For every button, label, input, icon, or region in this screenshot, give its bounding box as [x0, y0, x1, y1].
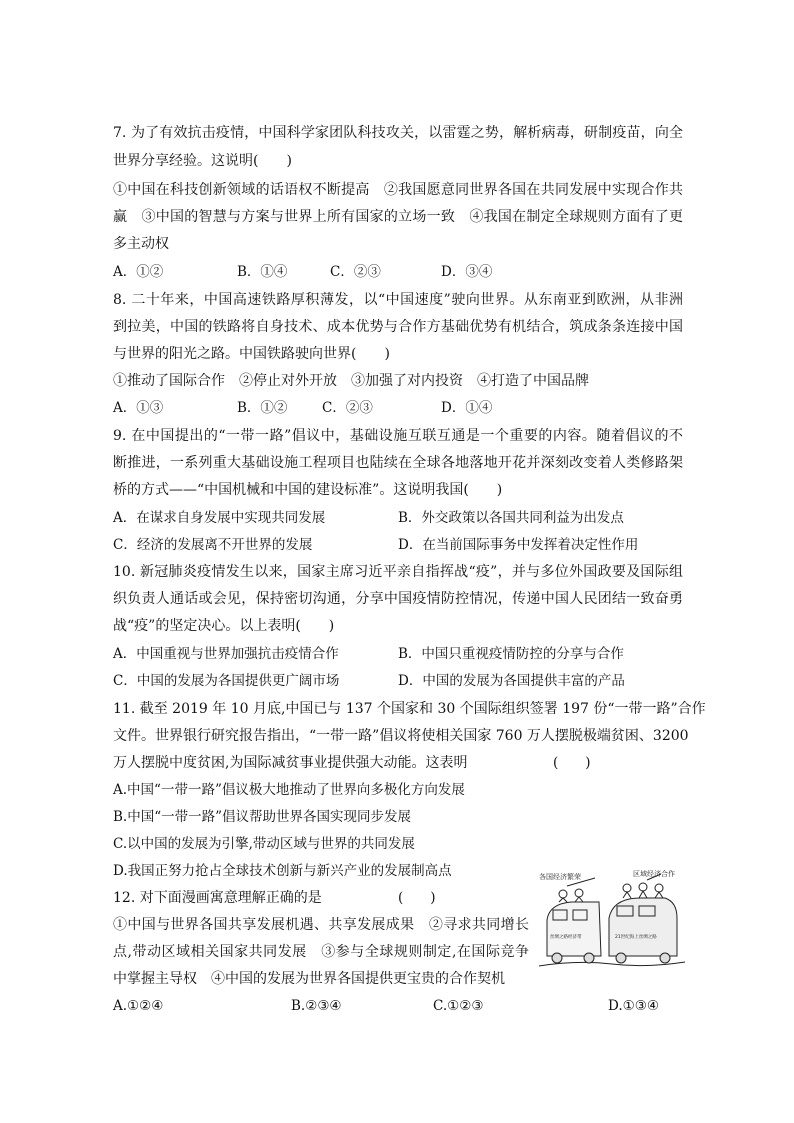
q11-option-c[interactable]: C.以中国的发展为引擎,带动区域与世界的共同发展 [113, 836, 415, 852]
q10-option-a[interactable]: A．中国重视与世界加强抗击疫情合作 [113, 646, 339, 662]
q7-option-c[interactable]: C．②③ [330, 264, 381, 280]
cartoon-label-left: 各国经济繁荣 [539, 873, 581, 881]
q10-stem-line-2: 织负责人通话或会见，保持密切沟通，分享中国疫情防控情况，传递中国人民团结一致奋勇 [113, 591, 683, 607]
q9-stem-line-1: 9. 在中国提出的“一带一路”倡议中，基础设施互联互通是一个重要的内容。随着倡议的不 [113, 428, 683, 444]
q9-option-c[interactable]: C．经济的发展离不开世界的发展 [113, 537, 313, 553]
q11-answer-blank[interactable]: ( ) [553, 755, 591, 771]
q12-stem: 12. 对下面漫画寓意理解正确的是 [113, 890, 322, 906]
q7-option-a[interactable]: A．①② [113, 264, 164, 280]
q7-stem-line-1: 7. 为了有效抗击疫情，中国科学家团队科技攻关，以雷霆之势，解析病毒，研制疫苗，向全 [113, 125, 683, 141]
q11-option-a[interactable]: A.中国“一带一路”倡议极大地推动了世界向多极化方向发展 [113, 782, 465, 798]
q11-option-b[interactable]: B.中国“一带一路”倡议帮助世界各国实现同步发展 [113, 809, 412, 825]
q12-option-b[interactable]: B.②③④ [291, 998, 342, 1014]
q12-cartoon [537, 868, 687, 973]
q7-statement-line-3: 多主动权 [113, 236, 169, 252]
q12-statement-line-2: 点,带动区域相关国家共同发展 ③参与全球规则制定,在国际竞争 [113, 944, 529, 960]
cartoon-train-right-label: 21世纪海上丝绸之路 [615, 935, 657, 940]
q7-stem-line-2: 世界分享经验。这说明( ) [113, 153, 292, 169]
q12-option-c[interactable]: C.①②③ [433, 998, 484, 1014]
q12-statement-line-1: ①中国与世界各国共享发展机遇、共享发展成果 ②寻求共同增长 [113, 917, 529, 933]
q8-stem-line-1: 8. 二十年来，中国高速铁路厚积薄发，以“中国速度”驶向世界。从东南亚到欧洲，从非洲 [113, 292, 683, 308]
q10-option-b[interactable]: B．中国只重视疫情防控的分享与合作 [398, 646, 624, 662]
q9-option-a[interactable]: A．在谋求自身发展中实现共同发展 [113, 510, 326, 526]
q7-option-b[interactable]: B．①④ [237, 264, 288, 280]
q8-statement-line-1: ①推动了国际合作 ②停止对外开放 ③加强了对内投资 ④打造了中国品牌 [113, 373, 589, 389]
q7-statement-line-1: ①中国在科技创新领域的话语权不断提高 ②我国愿意同世界各国在共同发展中实现合作共 [113, 182, 683, 198]
q10-option-c[interactable]: C．中国的发展为各国提供更广阔市场 [113, 673, 340, 689]
q7-option-d[interactable]: D．③④ [441, 264, 493, 280]
q10-stem-line-3: 战“疫”的坚定决心。以上表明( ) [113, 618, 335, 634]
cartoon-label-right: 区域经济合作 [633, 870, 675, 878]
q12-answer-blank[interactable]: ( ) [398, 890, 436, 906]
q10-option-d[interactable]: D．中国的发展为各国提供丰富的产品 [398, 673, 625, 689]
q8-option-b[interactable]: B．①② [237, 400, 288, 416]
q9-stem-line-3: 桥的方式——“中国机械和中国的建设标准”。这说明我国( ) [113, 482, 503, 498]
q9-option-d[interactable]: D．在当前国际事务中发挥着决定性作用 [398, 537, 639, 553]
q8-option-a[interactable]: A．①③ [113, 400, 164, 416]
q11-stem-line-2: 文件。世界银行研究报告指出，“一带一路”倡议将使相关国家 760 万人摆脱极端贫困、3200 [113, 728, 689, 744]
q8-option-c[interactable]: C．②③ [322, 400, 373, 416]
q10-stem-line-1: 10. 新冠肺炎疫情发生以来，国家主席习近平亲自指挥战“疫”，并与多位外国政要及国际组 [113, 564, 683, 580]
cartoon-train-left-label: 丝绸之路经济带 [550, 935, 582, 940]
q8-stem-line-3: 与世界的阳光之路。中国铁路驶向世界( ) [113, 346, 390, 362]
q8-option-d[interactable]: D．①④ [441, 400, 493, 416]
q11-stem-line-1: 11. 截至 2019 年 10 月底,中国已与 137 个国家和 30 个国际组织签署 197 份“一带一路”合作 [113, 701, 706, 717]
q12-option-d[interactable]: D.①③④ [608, 998, 659, 1014]
q11-option-d[interactable]: D.我国正努力抢占全球技术创新与新兴产业的发展制高点 [113, 863, 452, 879]
q12-statement-line-3: 中掌握主导权 ④中国的发展为世界各国提供更宝贵的合作契机 [113, 971, 505, 987]
q11-stem-line-3: 万人摆脱中度贫困,为国际减贫事业提供强大动能。这表明 [113, 755, 468, 771]
q12-option-a[interactable]: A.①②④ [113, 998, 164, 1014]
q7-statement-line-2: 赢 ③中国的智慧与方案与世界上所有国家的立场一致 ④我国在制定全球规则方面有了更 [113, 209, 683, 225]
q9-stem-line-2: 断推进，一系列重大基础设施工程项目也陆续在全球各地落地开花并深刻改变着人类修路架 [113, 455, 683, 471]
q9-option-b[interactable]: B．外交政策以各国共同利益为出发点 [398, 510, 624, 526]
q8-stem-line-2: 到拉美，中国的铁路将自身技术、成本优势与合作方基础优势有机结合，筑成条条连接中国 [113, 319, 683, 335]
